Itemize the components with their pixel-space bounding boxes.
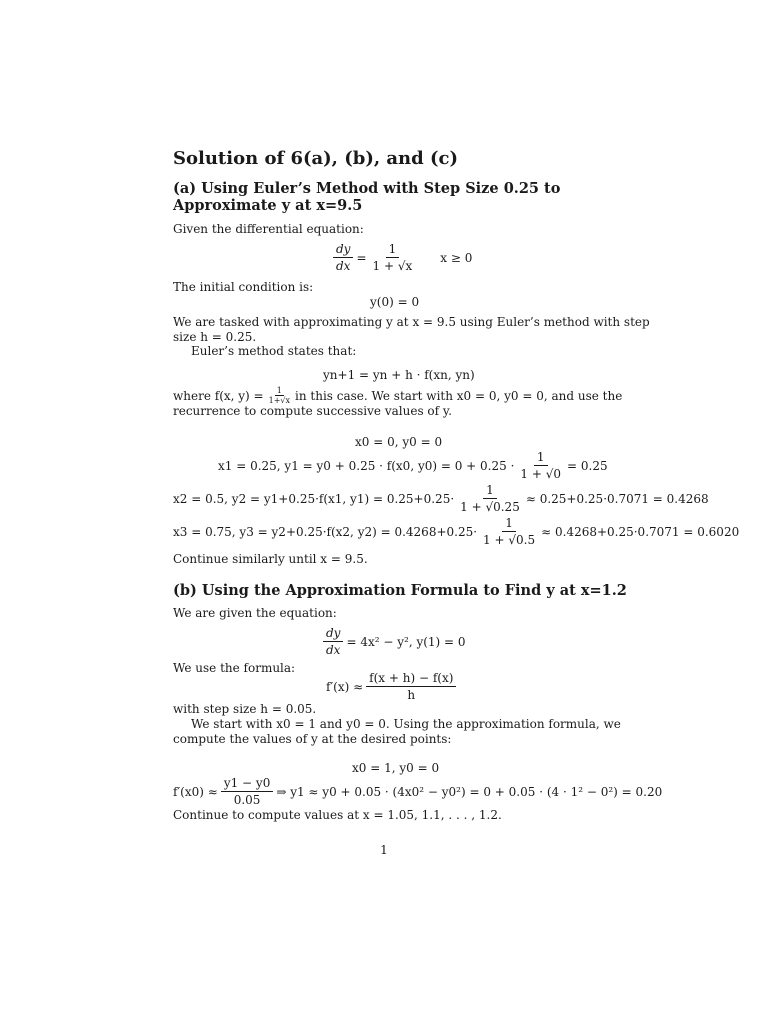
- step-3-denominator: 1 + √0.5: [483, 533, 536, 547]
- ode-lhs-numerator: dy: [333, 242, 353, 258]
- derivative-denominator: 0.05: [233, 793, 261, 807]
- part-b-lhs-fraction: [323, 626, 343, 657]
- approximation-formula: [326, 671, 459, 702]
- step-2-prefix: x2 = 0.5, y2 = y1+0.25·f(x1, y1) = 0.25+0.25·: [173, 491, 455, 506]
- initial-condition-equation: y(0) = 0: [370, 295, 420, 309]
- step-2-denominator: 1 + √0.25: [460, 500, 520, 514]
- where-numerator: 1: [276, 386, 282, 395]
- euler-step-2: [173, 483, 709, 514]
- euler-step-0: x0 = 0, y0 = 0: [355, 435, 443, 449]
- derivative-lhs: f′(x0) ≈: [173, 784, 218, 799]
- step-1-numerator: 1: [534, 450, 548, 466]
- part-a-ode-equation: [330, 242, 472, 273]
- formula-lhs: f′(x) ≈: [326, 679, 364, 694]
- derivative-fraction: [221, 776, 274, 807]
- part-b-step-0: x0 = 1, y0 = 0: [352, 761, 440, 775]
- part-a-given-text: Given the differential equation:: [173, 222, 364, 236]
- euler-step-1: [218, 450, 608, 481]
- ode-lhs-denominator: dx: [336, 259, 351, 273]
- step-1-denominator: 1 + √0: [520, 467, 561, 481]
- derivative-numerator: y1 − y0: [221, 776, 274, 792]
- step-1-prefix: x1 = 0.25, y1 = y0 + 0.25 · f(x0, y0) = 0 + 0.25 ·: [218, 458, 515, 473]
- where-suffix: in this case. We start with x0 = 0, y0 = 0, and use the: [295, 388, 623, 403]
- ode-rhs-denominator: 1 + √x: [372, 259, 413, 273]
- euler-recurrence-equation: yn+1 = yn + h · f(xn, yn): [323, 368, 475, 382]
- formula-numerator: f(x + h) − f(x): [366, 671, 456, 687]
- step-size-text: with step size h = 0.05.: [173, 702, 317, 716]
- part-b-heading: (b) Using the Approximation Formula to Find y at x=1.2: [173, 582, 627, 599]
- ode-rhs-numerator: 1: [386, 242, 400, 258]
- step-3-numerator: 1: [502, 516, 516, 532]
- formula-denominator: h: [407, 688, 416, 702]
- ode-rhs-fraction: [370, 242, 416, 273]
- euler-step-3: [173, 516, 739, 547]
- part-b-continue-text: Continue to compute values at x = 1.05, 1.1, . . . , 1.2.: [173, 808, 502, 822]
- part-a-continue-text: Continue similarly until x = 9.5.: [173, 552, 368, 566]
- ode-lhs-fraction: [333, 242, 353, 273]
- where-denominator: 1+√x: [268, 396, 291, 405]
- part-b-ode-equation: [320, 626, 466, 657]
- equals-sign: =: [356, 250, 367, 265]
- page-number: 1: [380, 843, 388, 857]
- step-3-fraction: [480, 516, 538, 547]
- derivative-result: ⇒ y1 ≈ y0 + 0.05 · (4x0² − y0²) = 0 + 0.05 · (4 · 1² − 0²) = 0.20: [276, 784, 663, 799]
- use-formula-text: We use the formula:: [173, 661, 296, 675]
- step-2-fraction: [457, 483, 523, 514]
- step-1-fraction: [517, 450, 564, 481]
- ode-domain-condition: x ≥ 0: [440, 250, 473, 265]
- start-text-line-1: We start with x0 = 1 and y0 = 0. Using the approximation formula, we: [191, 717, 621, 731]
- step-3-prefix: x3 = 0.75, y3 = y2+0.25·f(x2, y2) = 0.4268+0.25·: [173, 524, 478, 539]
- step-3-result: ≈ 0.4268+0.25·0.7071 = 0.6020: [541, 524, 740, 539]
- part-b-given-text: We are given the equation:: [173, 606, 337, 620]
- formula-fraction: [366, 671, 456, 702]
- task-text-line-2: size h = 0.25.: [173, 330, 257, 344]
- step-2-result: ≈ 0.25+0.25·0.7071 = 0.4268: [525, 491, 709, 506]
- euler-states-text: Euler’s method states that:: [191, 344, 357, 358]
- step-2-numerator: 1: [483, 483, 497, 499]
- recurrence-text: recurrence to compute successive values of y.: [173, 404, 452, 418]
- derivative-approximation: [173, 776, 662, 807]
- part-b-lhs-denominator: dx: [326, 643, 341, 657]
- start-text-line-2: compute the values of y at the desired points:: [173, 732, 452, 746]
- page-title: Solution of 6(a), (b), and (c): [173, 148, 458, 169]
- step-1-result: = 0.25: [567, 458, 608, 473]
- part-b-lhs-numerator: dy: [323, 626, 343, 642]
- initial-condition-label: The initial condition is:: [173, 280, 314, 294]
- where-prefix: where f(x, y) =: [173, 388, 264, 403]
- part-b-ode-rhs: = 4x² − y², y(1) = 0: [346, 634, 466, 649]
- part-a-heading: (a) Using Euler’s Method with Step Size 0.25 to Approximate y at x=9.5: [173, 180, 561, 214]
- task-text-line-1: We are tasked with approximating y at x = 9.5 using Euler’s method with step: [173, 315, 650, 329]
